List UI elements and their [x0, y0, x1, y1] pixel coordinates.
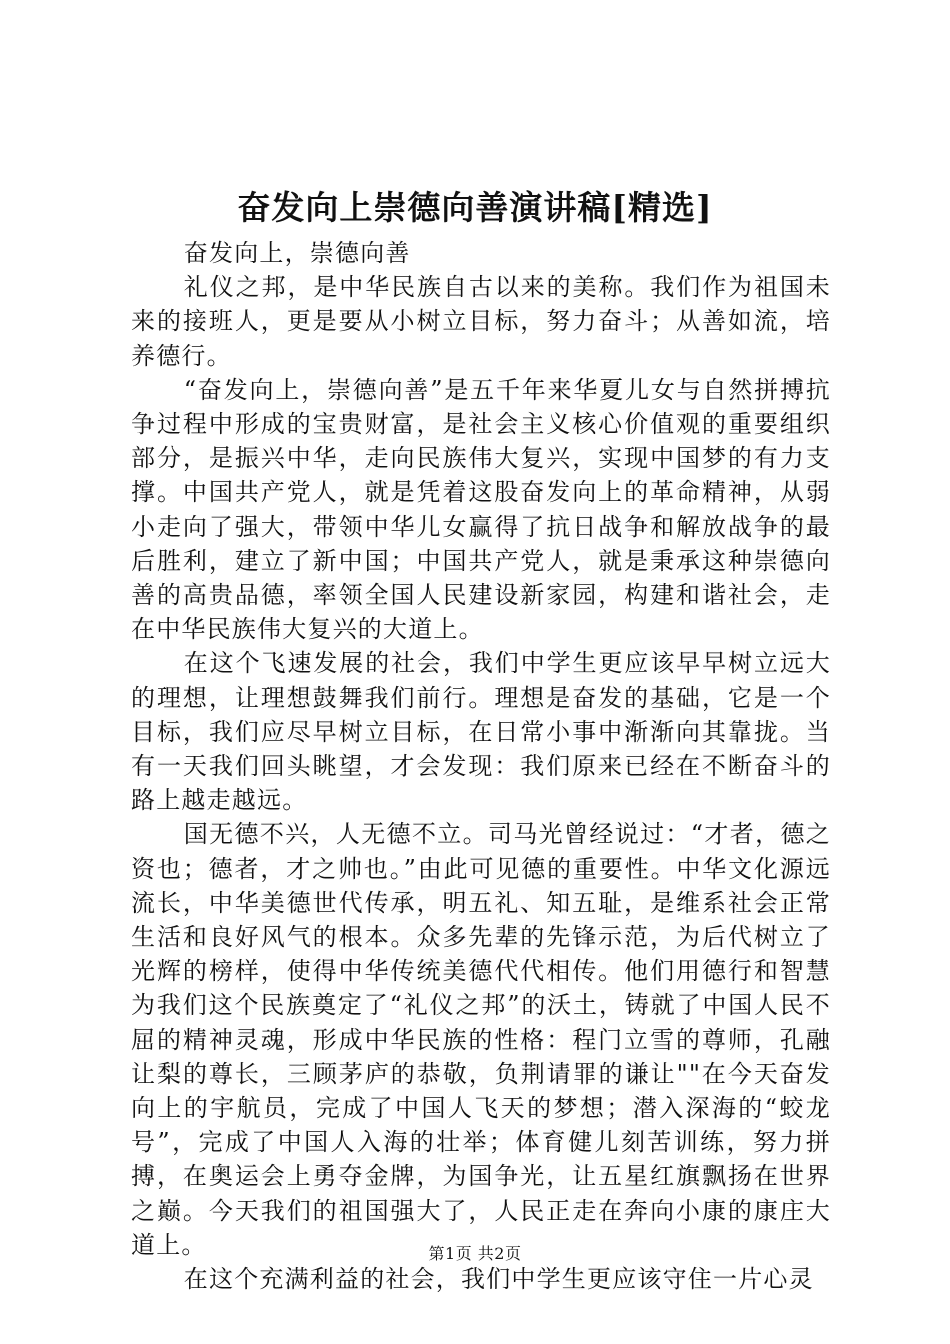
paragraph-subtitle: 奋发向上，崇德向善: [183, 239, 411, 267]
paragraph: 国无德不兴，人无德不立。司马光曾经说过：“才者，德之资也；德者，才之帅也。”由此可见德的重要性。中华文化源远流长，中华美德世代传承，明五礼、知五耻，是维系社会正常生活和良好风气的根本。众多先辈的先锋示范，为后代树立了光辉的榜样，使得中华传统美德代代相传。他们用德行和智慧为我们这个民族奠定了“礼仪之邦”的沃土，铸就了中国人民不屈的精神灵魂，形成中华民族的性格：程门立雪的尊师，孔融让梨的尊长，三顾茅庐的恭敬，负荆请罪的谦让""在今天奋发向上的宇航员，完成了中国人飞天的梦想；潜入深海的“蛟龙号”，完成了中国人入海的壮举；体育健儿刻苦训练，努力拼搏，在奥运会上勇夺金牌，为国争光，让五星红旗飘扬在世界之巅。今天我们的祖国强大了，人民正走在奔向小康的康庄大道上。: [131, 820, 831, 1259]
paragraph: “奋发向上，崇德向善”是五千年来华夏儿女与自然拼搏抗争过程中形成的宝贵财富，是社会主义核心价值观的重要组织部分，是振兴中华，走向民族伟大复兴，实现中国梦的有力支撑。中国共产党人，就是凭着这股奋发向上的革命精神，从弱小走向了强大，带领中华儿女赢得了抗日战争和解放战争的最后胜利，建立了新中国；中国共产党人，就是秉承这种崇德向善的高贵品德，率领全国人民建设新家园，构建和谐社会，走在中华民族伟大复兴的大道上。: [131, 375, 831, 644]
document-title: 奋发向上崇德向善演讲稿[精选]: [237, 188, 713, 227]
paragraph: 礼仪之邦，是中华民族自古以来的美称。我们作为祖国未来的接班人，更是要从小树立目标，努力奋斗；从善如流，培养德行。: [131, 273, 831, 370]
page-footer: 第1页 共2页: [428, 1244, 522, 1263]
paragraph: 在这个飞速发展的社会，我们中学生更应该早早树立远大的理想，让理想鼓舞我们前行。理想是奋发的基础，它是一个目标，我们应尽早树立目标，在日常小事中渐渐向其靠拢。当有一天我们回头眺望，才会发现：我们原来已经在不断奋斗的路上越走越远。: [131, 649, 831, 815]
paragraph: 在这个充满利益的社会，我们中学生更应该守住一片心灵: [183, 1265, 814, 1294]
document-body: [131, 236, 831, 1296]
